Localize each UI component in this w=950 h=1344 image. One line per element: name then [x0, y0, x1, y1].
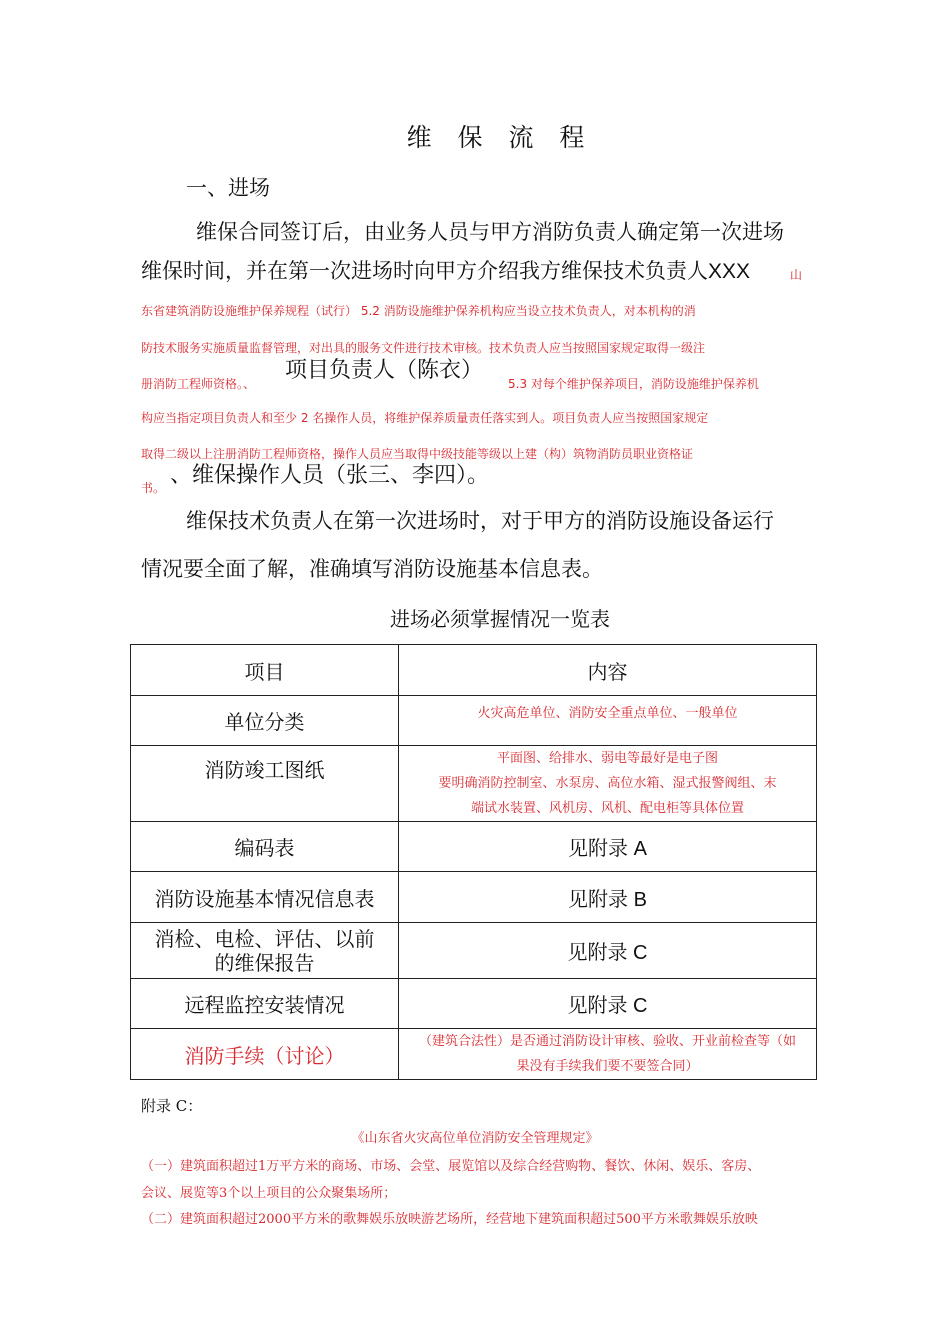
content-line: 要明确消防控制室、水泵房、高位水箱、湿式报警阀组、末	[438, 776, 777, 791]
row-item: 单位分类	[131, 696, 399, 746]
regulation-note-line: 册消防工程师资格。、	[141, 377, 256, 391]
table-row	[131, 923, 817, 979]
content-line: 果没有手续我们要不要签合同）	[516, 1059, 699, 1074]
row-item: 消防竣工图纸	[131, 746, 399, 822]
table-header-row	[131, 645, 817, 696]
regulation-note-line: 构应当指定项目负责人和至少 2 名操作人员，将维护保养质量责任落实到人。项目负责人应当按照国家规定	[141, 411, 709, 425]
header-item: 项目	[131, 645, 399, 696]
row-content: 见附录 B	[399, 872, 817, 923]
paragraph-line: 情况要全面了解，准确填写消防设施基本信息表。	[141, 557, 603, 581]
section-heading: 一、进场	[186, 176, 270, 200]
row-item-text: 消防手续（讨论）	[184, 1043, 345, 1068]
page-title: 维 保 流 程	[406, 123, 594, 152]
row-content: 见附录 C	[399, 923, 817, 979]
row-item	[131, 923, 399, 979]
regulation-line: （二）建筑面积超过2000平方米的歌舞娱乐放映游艺场所，经营地下建筑面积超过500平方米歌舞娱乐放映	[141, 1212, 758, 1227]
table-row	[131, 696, 817, 746]
regulation-line: （一）建筑面积超过1万平方米的商场、市场、会堂、展览馆以及综合经营购物、餐饮、休闲、娱乐、客房、	[141, 1159, 761, 1174]
content-line: 平面图、给排水、弱电等最好是电子图	[496, 751, 718, 766]
entry-info-table	[130, 644, 817, 1080]
table-row	[131, 979, 817, 1029]
table-row	[131, 822, 817, 872]
row-content: 见附录 C	[399, 979, 817, 1029]
table-caption: 进场必须掌握情况一览表	[390, 607, 610, 631]
regulation-note-line: 书。	[141, 481, 166, 495]
table-row	[131, 746, 817, 822]
row-item	[131, 1029, 399, 1080]
operators-label: 、维保操作人员（张三、李四）。	[170, 463, 490, 488]
row-content: 见附录 A	[399, 822, 817, 872]
content-line: （建筑合法性）是否通过消防设计审核、验收、开业前检查等（如	[418, 1034, 796, 1049]
row-content	[399, 1029, 817, 1080]
regulation-note-line: 防技术服务实施质量监督管理，对出具的服务文件进行技术审核。技术负责人应当按照国家规定取得一级注	[141, 341, 706, 355]
item-line: 消检、电检、评估、以前	[154, 926, 375, 951]
paragraph-line	[141, 255, 750, 285]
appendix-label: 附录 C：	[141, 1097, 203, 1115]
placeholder-name: XXX	[708, 260, 751, 283]
regulation-title: 《山东省火灾高位单位消防安全管理规定》	[351, 1131, 599, 1146]
paragraph-line: 维保合同签订后，由业务人员与甲方消防负责人确定第一次进场	[196, 220, 784, 244]
paragraph-text: 维保时间，并在第一次进场时向甲方介绍我方维保技术负责人	[141, 259, 708, 283]
regulation-note-line: 东省建筑消防设施维护保养规程（试行） 5.2 消防设施维护保养机构应当设立技术负责人，对本机构的消	[141, 304, 696, 318]
item-line: 的维保报告	[214, 950, 315, 975]
row-item: 消防设施基本情况信息表	[131, 872, 399, 923]
table-row	[131, 1029, 817, 1080]
row-item: 远程监控安装情况	[131, 979, 399, 1029]
note-fragment: 山	[790, 268, 803, 282]
regulation-line: 会议、展览等3个以上项目的公众聚集场所；	[141, 1186, 397, 1201]
regulation-note-line: 5.3 对每个维护保养项目，消防设施维护保养机	[508, 377, 759, 391]
row-content: 火灾高危单位、消防安全重点单位、一般单位	[399, 696, 817, 746]
row-item: 编码表	[131, 822, 399, 872]
content-line: 端试水装置、风机房、风机、配电柜等具体位置	[470, 801, 744, 816]
table-row	[131, 872, 817, 923]
project-leader-label: 项目负责人（陈衣）	[285, 358, 484, 383]
regulation-note-line: 取得二级以上注册消防工程师资格，操作人员应当取得中级技能等级以上建（构）筑物消防员职业资格证	[141, 447, 694, 461]
paragraph-line: 维保技术负责人在第一次进场时，对于甲方的消防设施设备运行	[186, 509, 774, 533]
row-content	[399, 746, 817, 822]
header-content: 内容	[399, 645, 817, 696]
